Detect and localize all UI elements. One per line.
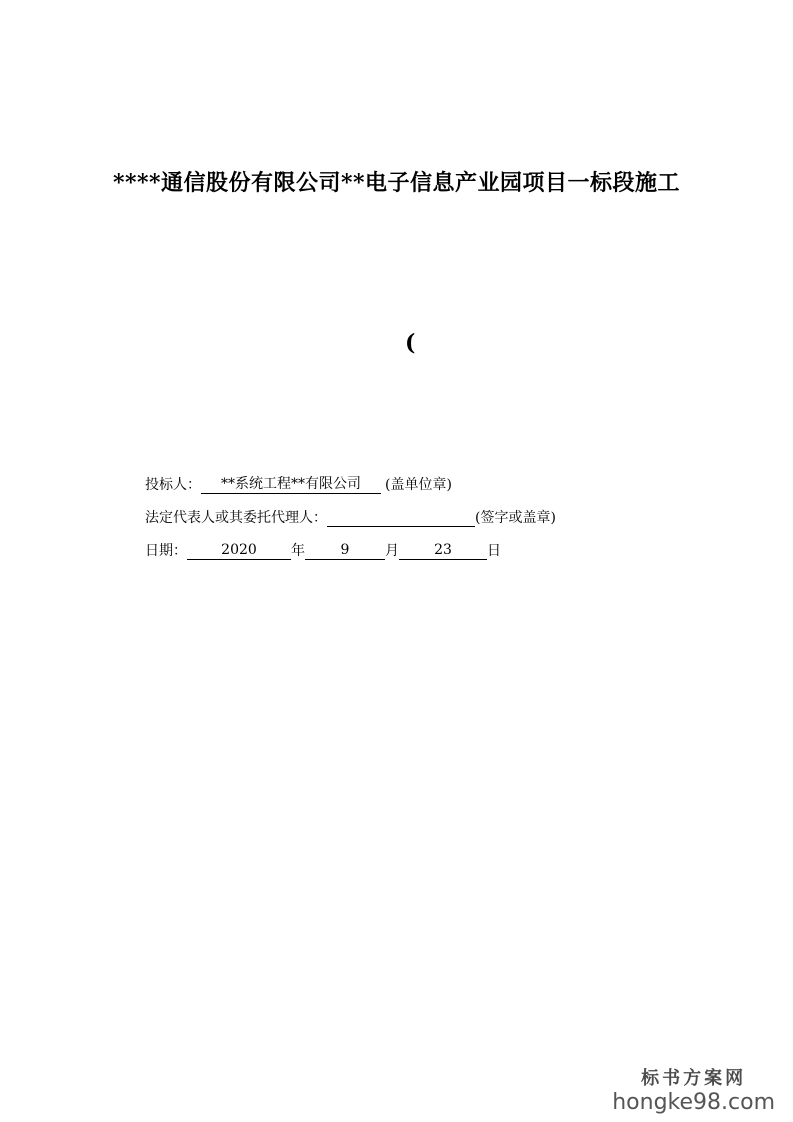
bidder-value: **系统工程**有限公司 (201, 475, 381, 494)
representative-blank (327, 526, 475, 527)
date-day: 23 (399, 541, 487, 560)
site-watermark (612, 1068, 775, 1116)
date-label: 日期： (145, 543, 187, 559)
representative-line (145, 507, 556, 527)
open-parenthesis: ( (405, 330, 416, 356)
date-year: 2020 (187, 541, 291, 560)
date-month-unit: 月 (385, 543, 399, 559)
representative-label: 法定代表人或其委托代理人： (145, 510, 327, 526)
document-title: ****通信股份有限公司**电子信息产业园项目一标段施工 (112, 170, 681, 196)
representative-suffix: (签字或盖章) (475, 510, 556, 526)
watermark-cn: 标书方案网 (641, 1068, 747, 1089)
date-day-unit: 日 (487, 543, 501, 559)
date-line (145, 540, 501, 560)
bidder-label: 投标人： (145, 477, 201, 493)
bidder-suffix: (盖单位章) (385, 477, 452, 493)
date-year-unit: 年 (291, 543, 305, 559)
watermark-en: hongke98.com (612, 1090, 775, 1115)
bidder-line (145, 474, 452, 494)
date-month: 9 (305, 541, 385, 560)
